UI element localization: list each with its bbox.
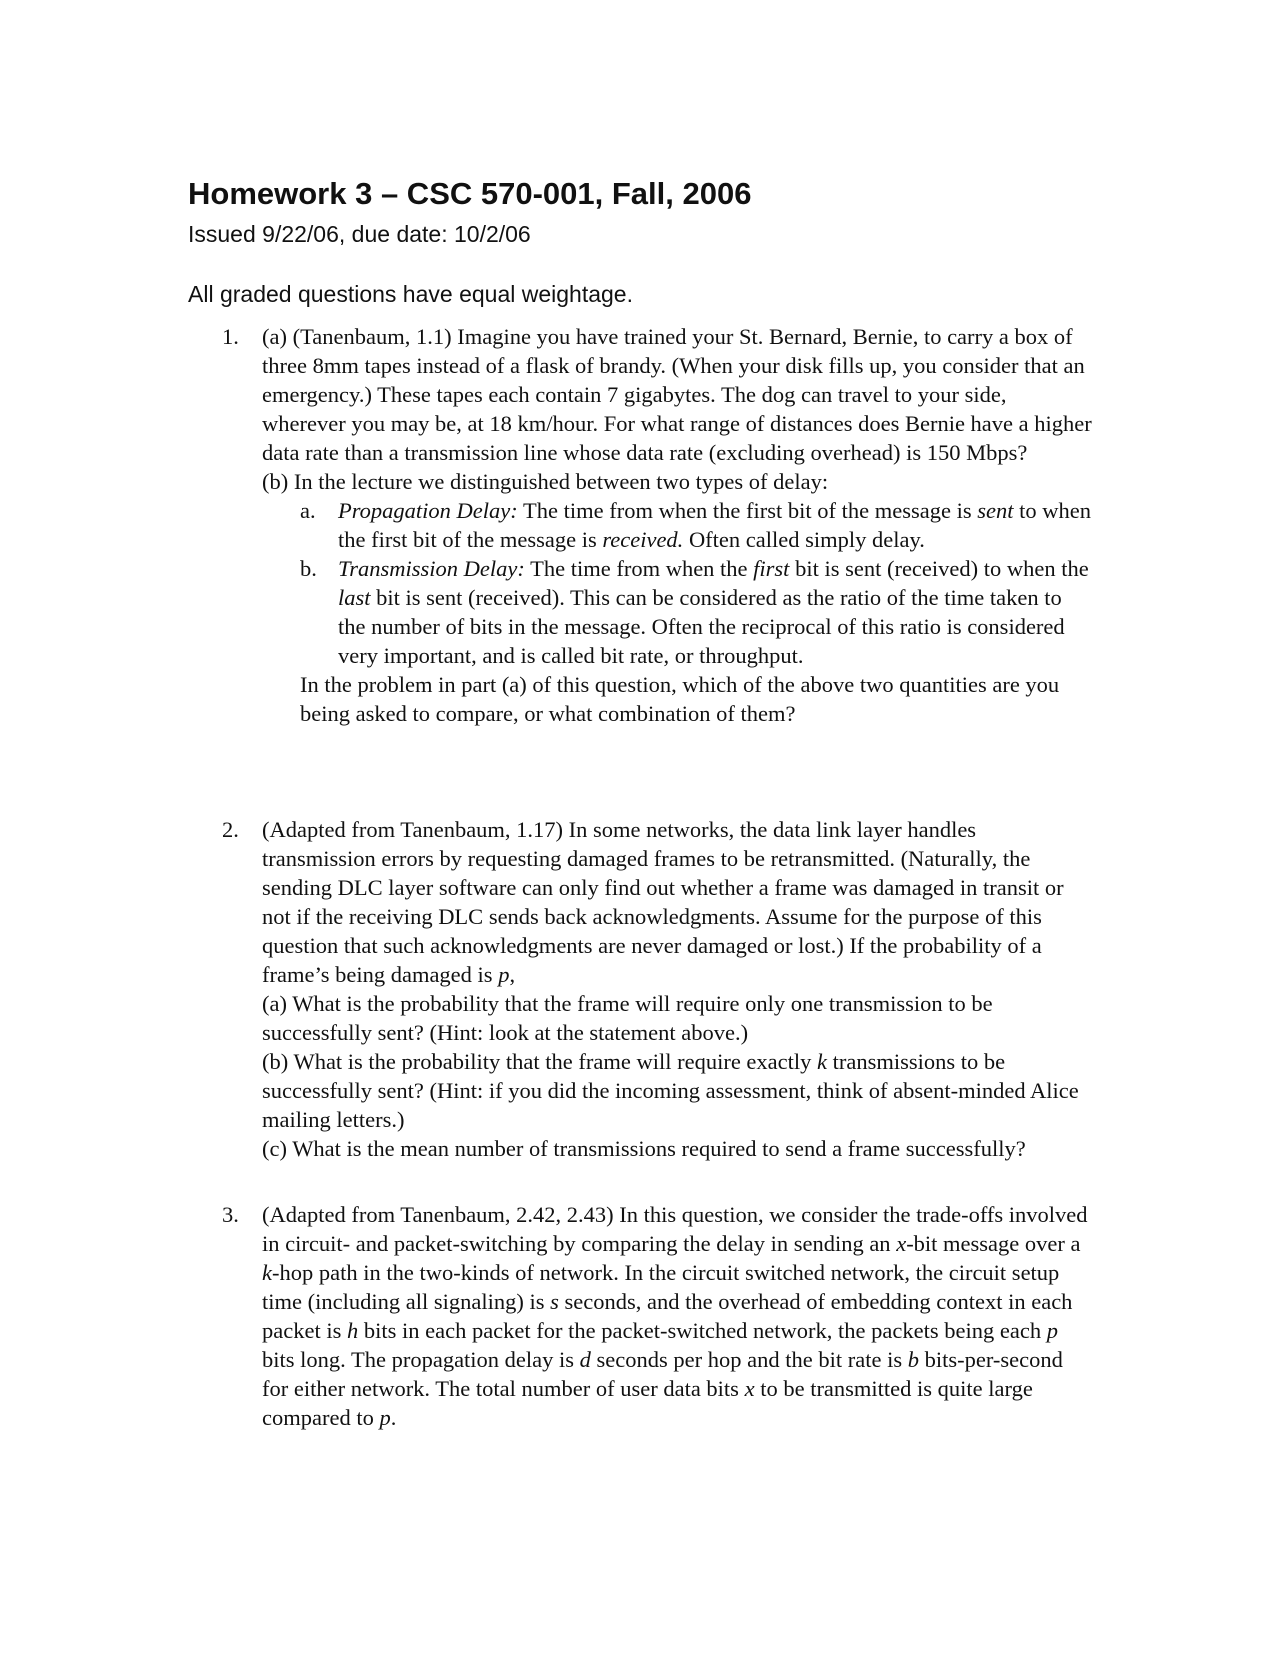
grading-note: All graded questions have equal weightage. [188, 281, 633, 307]
term-propagation-delay: Propagation Delay: [338, 498, 518, 523]
question-2-intro [262, 815, 1092, 989]
question-text: , [509, 962, 516, 987]
list-label: a. [300, 498, 316, 523]
issue-dates: Issued 9/22/06, due date: 10/2/06 [188, 221, 531, 247]
question-text: seconds, and the overhead of embedding context in each packet is [262, 1289, 1073, 1343]
list-label: b. [300, 556, 317, 581]
question-2-part-a: (a) What is the probability that the frame will require only one transmission to be successfully sent? (Hint: look at the statement above.) [262, 991, 993, 1045]
definition-text: bit is sent (received) to when the [789, 556, 1089, 581]
question-text: bits long. The propagation delay is [262, 1347, 580, 1372]
variable-d: d [579, 1347, 591, 1372]
question-2 [262, 815, 1092, 1163]
question-1-part-b-intro: (b) In the lecture we distinguished between two types of delay: [262, 469, 829, 494]
question-text: -bit message over a [906, 1231, 1081, 1256]
question-1-part-a: (a) (Tanenbaum, 1.1) Imagine you have trained your St. Bernard, Bernie, to carry a box of three 8mm tapes instead of a flask of brandy. (When your disk fills up, you consider that an emergency.) These tapes each contain 7 gigabytes. The dog can travel to your side, wherever you may be, at 18 km/hour. For what range of distances does Bernie have a higher data rate than a transmission line whose data rate (excluding overhead) is 150 Mbps? [262, 324, 1092, 465]
term-transmission-delay: Transmission Delay: [338, 556, 525, 581]
definition-text: The time from when the first bit of the message is [517, 498, 978, 523]
variable-s: s [550, 1289, 559, 1314]
question-text: (b) What is the probability that the frame will require exactly [262, 1049, 818, 1074]
question-3 [262, 1200, 1092, 1432]
question-text: bits-per-second for either network. The total number of user data bits [262, 1347, 1063, 1401]
question-text: transmissions to be successfully sent? (Hint: if you did the incoming assessment, think of absent-minded Alice mailing letters.) [262, 1049, 1079, 1132]
delay-type-transmission [262, 554, 1092, 670]
variable-x: x [896, 1231, 907, 1256]
emphasis-received: received. [602, 527, 684, 552]
emphasis-last: last [338, 585, 371, 610]
delay-type-propagation [262, 496, 1092, 554]
definition-text: bit is sent (received). This can be considered as the ratio of the time taken to the number of bits in the message. Often the reciprocal of this ratio is considered very important, and is called bit rate, or throughput. [338, 585, 1065, 668]
question-text: (Adapted from Tanenbaum, 2.42, 2.43) In this question, we consider the trade-offs involved in circuit- and packet-switching by comparing the delay in sending an [262, 1202, 1088, 1256]
question-3-number: 3. [222, 1202, 239, 1227]
emphasis-sent: sent [977, 498, 1014, 523]
question-text: . [390, 1405, 397, 1430]
question-1-closing: In the problem in part (a) of this question, which of the above two quantities are you being asked to compare, or what combination of them? [300, 672, 1060, 726]
variable-p: p [498, 962, 510, 987]
page-title: Homework 3 – CSC 570-001, Fall, 2006 [188, 176, 752, 211]
variable-h: h [346, 1318, 359, 1343]
variable-k: k [817, 1049, 828, 1074]
question-text: bits in each packet for the packet-switched network, the packets being each [358, 1318, 1047, 1343]
definition-text: to when the first bit of the message is [338, 498, 1091, 552]
variable-p: p [1046, 1318, 1058, 1343]
variable-b: b [907, 1347, 919, 1372]
question-2-number: 2. [222, 817, 239, 842]
question-1-number: 1. [222, 324, 239, 349]
question-text: to be transmitted is quite large compared to [262, 1376, 1033, 1430]
question-2-part-b [262, 1047, 1092, 1134]
emphasis-first: first [753, 556, 790, 581]
question-1 [262, 322, 1092, 728]
delay-types-list [262, 496, 1092, 670]
definition-text: Often called simply delay. [683, 527, 925, 552]
variable-x: x [744, 1376, 755, 1401]
question-text: seconds per hop and the bit rate is [590, 1347, 908, 1372]
question-text: (Adapted from Tanenbaum, 1.17) In some networks, the data link layer handles transmission errors by requesting damaged frames to be retransmitted. (Naturally, the sending DLC layer software can only find out whether a frame was damaged in transit or not if the receiving DLC sends back acknowledgments. Assume for the purpose of this question that such acknowledgments are never damaged or lost.) If the probability of a frame’s being damaged is [262, 817, 1064, 987]
definition-text: The time from when the [524, 556, 754, 581]
variable-k: k [262, 1260, 272, 1285]
question-3-text [262, 1200, 1092, 1432]
variable-p: p [379, 1405, 391, 1430]
question-text: -hop path in the two-kinds of network. In the circuit switched network, the circuit setup time (including all signaling) is [262, 1260, 1060, 1314]
question-2-part-c: (c) What is the mean number of transmissions required to send a frame successfully? [262, 1136, 1026, 1161]
